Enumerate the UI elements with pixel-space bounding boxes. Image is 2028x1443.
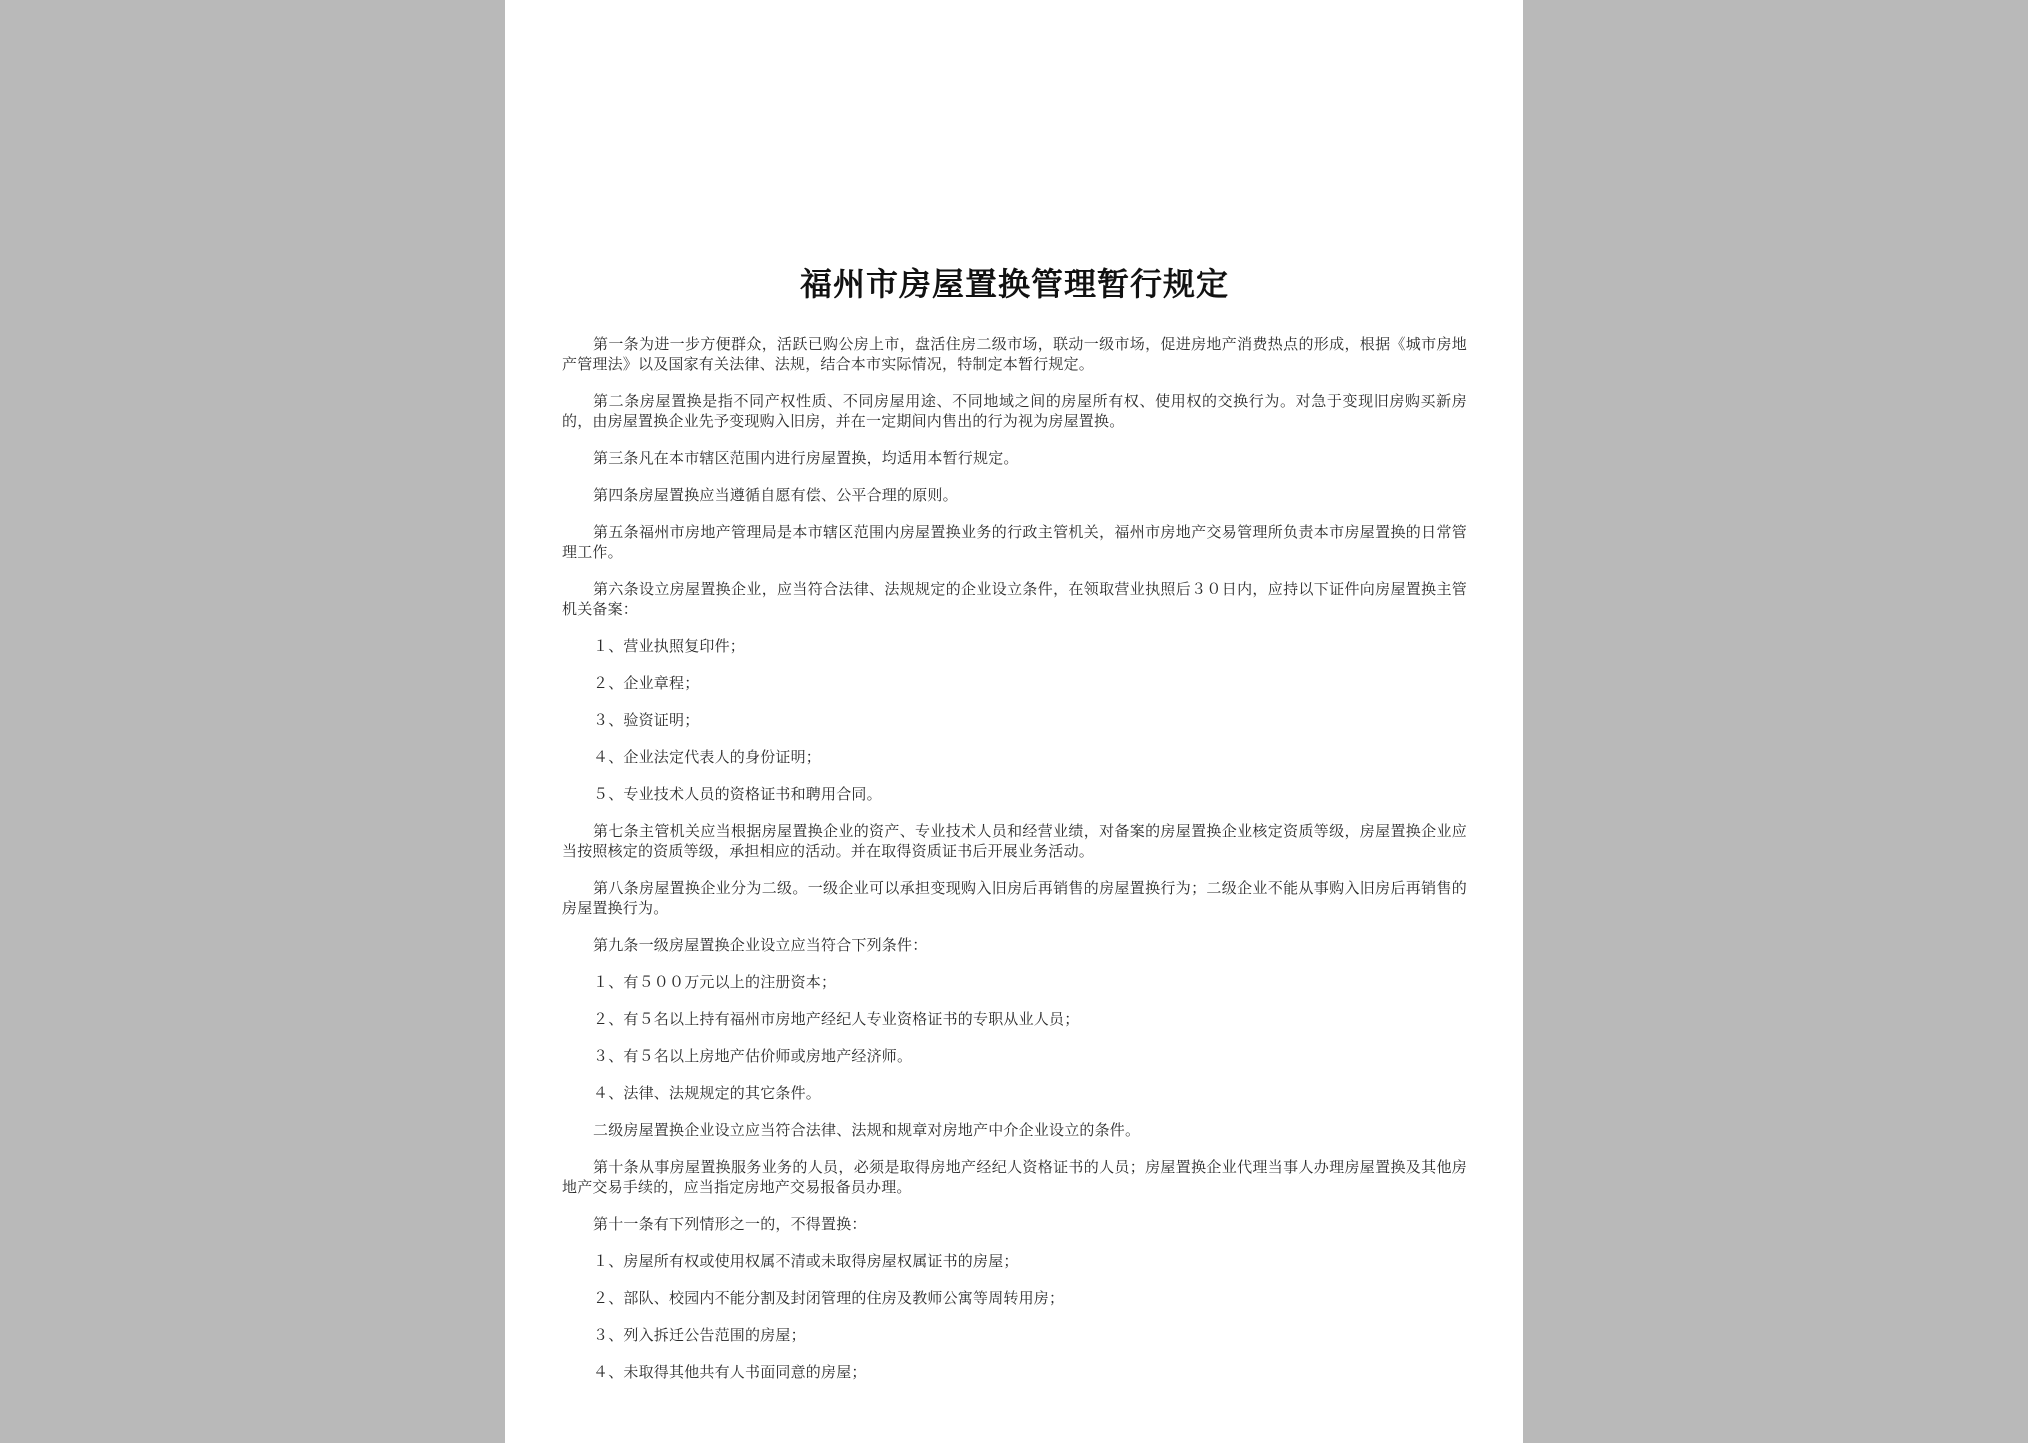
list-item: ５、专业技术人员的资格证书和聘用合同。 [593,785,882,803]
article-paragraph: 第九条一级房屋置换企业设立应当符合下列条件： [593,936,928,954]
article-paragraph: 第二条房屋置换是指不同产权性质、不同房屋用途、不同地域之间的房屋所有权、使用权的交换行为。对急于变现旧房购买新房的，由房屋置换企业先予变现购入旧房，并在一定期间内售出的行为视为房屋置换。 [562,392,1467,430]
list-item: １、有５００万元以上的注册资本； [593,973,837,991]
list-item: ３、验资证明； [593,711,700,729]
document-page [505,0,1523,1443]
list-item: ２、部队、校园内不能分割及封闭管理的住房及教师公寓等周转用房； [593,1289,1065,1307]
list-item: ４、企业法定代表人的身份证明； [593,748,822,766]
article-paragraph: 第七条主管机关应当根据房屋置换企业的资产、专业技术人员和经营业绩，对备案的房屋置换企业核定资质等级，房屋置换企业应当按照核定的资质等级，承担相应的活动。并在取得资质证书后开展业务活动。 [562,822,1467,860]
list-item: ４、未取得其他共有人书面同意的房屋； [593,1363,867,1381]
list-item: ２、有５名以上持有福州市房地产经纪人专业资格证书的专职从业人员； [593,1010,1080,1028]
list-item: １、房屋所有权或使用权属不清或未取得房屋权属证书的房屋； [593,1252,1019,1270]
list-item: ３、列入拆迁公告范围的房屋； [593,1326,806,1344]
article-paragraph: 第八条房屋置换企业分为二级。一级企业可以承担变现购入旧房后再销售的房屋置换行为；二级企业不能从事购入旧房后再销售的房屋置换行为。 [562,879,1467,917]
document-body [562,334,1467,1382]
article-paragraph: 第六条设立房屋置换企业，应当符合法律、法规规定的企业设立条件，在领取营业执照后３０日内，应持以下证件向房屋置换主管机关备案： [562,580,1467,618]
list-item: ４、法律、法规规定的其它条件。 [593,1084,822,1102]
list-item: ２、企业章程； [593,674,700,692]
document-title: 福州市房屋置换管理暂行规定 [799,265,1229,303]
article-paragraph: 第一条为进一步方便群众，活跃已购公房上市，盘活住房二级市场，联动一级市场，促进房地产消费热点的形成，根据《城市房地产管理法》以及国家有关法律、法规，结合本市实际情况，特制定本暂行规定。 [562,335,1467,373]
article-paragraph: 二级房屋置换企业设立应当符合法律、法规和规章对房地产中介企业设立的条件。 [593,1121,1141,1139]
article-paragraph: 第五条福州市房地产管理局是本市辖区范围内房屋置换业务的行政主管机关，福州市房地产交易管理所负责本市房屋置换的日常管理工作。 [562,523,1467,561]
document-content [562,262,1467,1399]
list-item: １、营业执照复印件； [593,637,746,655]
article-paragraph: 第十条从事房屋置换服务业务的人员，必须是取得房地产经纪人资格证书的人员；房屋置换企业代理当事人办理房屋置换及其他房地产交易手续的，应当指定房地产交易报备员办理。 [562,1158,1467,1196]
article-paragraph: 第四条房屋置换应当遵循自愿有偿、公平合理的原则。 [593,486,958,504]
article-paragraph: 第三条凡在本市辖区范围内进行房屋置换，均适用本暂行规定。 [593,449,1019,467]
article-paragraph: 第十一条有下列情形之一的，不得置换： [593,1215,867,1233]
list-item: ３、有５名以上房地产估价师或房地产经济师。 [593,1047,913,1065]
